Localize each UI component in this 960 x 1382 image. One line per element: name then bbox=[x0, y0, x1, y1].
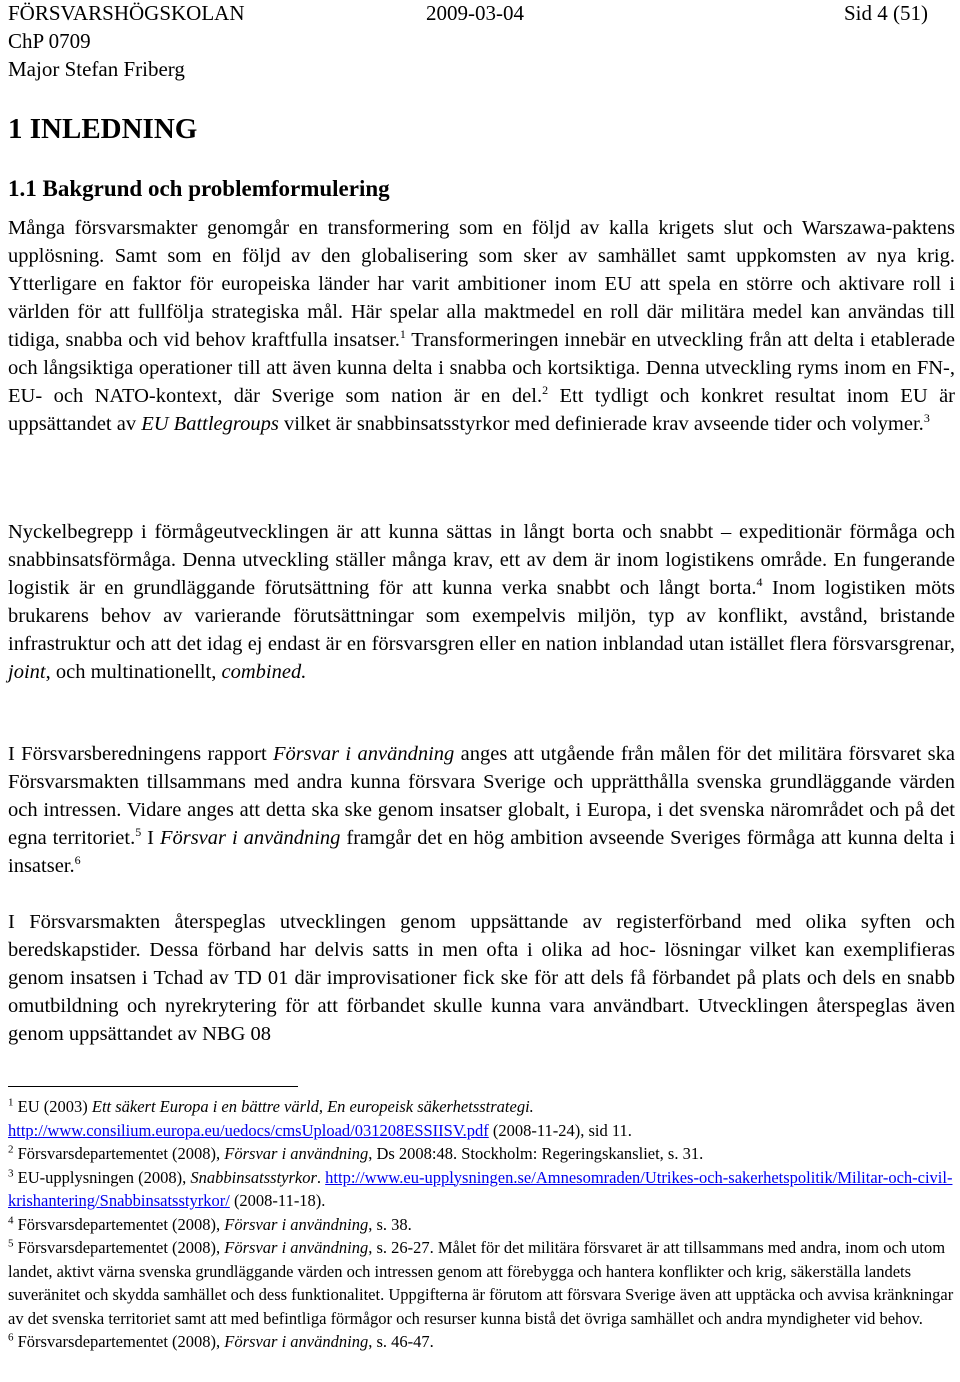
header-course: ChP 0709 bbox=[8, 29, 91, 53]
footnote-4: $^4$ Försvarsdepartementet (2008), Försvar i användning, s. 38. bbox=[8, 1214, 412, 1234]
footnote-1: $^1$ EU (2003) Ett säkert Europa i en bättre värld, En europeisk säkerhetsstrategi. http://www.consilium.europa.eu/uedocs/cmsUpload/031208ESSIISV.pdf (2008-11-24), sid 11. bbox=[8, 1096, 632, 1140]
footnote-ref-6[interactable]: 6 bbox=[74, 853, 81, 868]
footnote-1-link[interactable]: http://www.consilium.europa.eu/uedocs/cmsUpload/031208ESSIISV.pdf bbox=[8, 1120, 489, 1140]
section-heading: 1.1 Bakgrund och problemformulering bbox=[8, 176, 390, 201]
paragraph-4: I Försvarsmakten återspeglas utvecklingen genom uppsättande av registerförband med olika syften och beredskapstider. Dessa förband har delvis satts in men ofta i olika ad hoc- lösningar vilket kan exemplifieras genom insatsen i Tchad av TD 01 där improvisationer fick ske för att dels få förbandet på plats och dels en snabb omutbildning och nyrekrytering för att förbandet skulle kunna vara användbart. Utvecklingen återspeglas även genom uppsättandet av NBG 08 bbox=[8, 911, 955, 1045]
footnote-ref-4[interactable]: 4 bbox=[756, 575, 763, 590]
header-school: FÖRSVARSHÖGSKOLAN bbox=[8, 1, 245, 25]
footnote-ref-5[interactable]: 5 bbox=[135, 825, 142, 840]
paragraph-1: Många försvarsmakter genomgår en transformering som en följd av kalla krigets slut och Warszawa-paktens upplösning. Samt som en följd av den globalisering som sker av samhället samt uppkomsten av nya krig. Ytterligare en faktor för europeiska länder har varit ambitioner inom EU att spela en större och aktivare roll i världen för att fullfölja strategiska mål. Här spelar alla maktmedel en roll där militära medel kan användas till tidiga, snabba och vid behov kraftfulla insatser.$^1$ Transformeringen innebär en utveckling från att delta i etablerade och långsiktiga operationer till att även kunna delta i snabba och kortsiktiga. Denna utveckling ryms inom en FN-, EU- och NATO-kontext, där Sverige som nation är en del.$^2$ Ett tydligt och konkret resultat inom EU är uppsättandet av EU Battlegroups vilket är snabbinsatsstyrkor med definierade krav avseende tider och volymer.$^3$ bbox=[8, 217, 955, 435]
header-author: Major Stefan Friberg bbox=[8, 57, 185, 81]
footnote-divider bbox=[8, 1086, 298, 1087]
header-page-number: Sid 4 (51) bbox=[844, 1, 928, 25]
footnote-ref-3[interactable]: 3 bbox=[923, 411, 930, 426]
paragraph-3: I Försvarsberedningens rapport Försvar i användning anges att utgående från målen för det militära försvaret ska Försvarsmakten tillsammans med andra kunna försvara Sverige och upprätthålla svenska grundläggande värden och intressen. Vidare anges att detta ska ske genom insatser globalt, i Europa, i det svenska närområdet och på det egna territoriet.$^5$ I Försvar i användning framgår det en hög ambition avseende Sveriges förmåga att kunna delta i insatser.$^6$ bbox=[8, 743, 955, 877]
footnote-3: $^3$ EU-upplysningen (2008), Snabbinsatsstyrkor. http://www.eu-upplysningen.se/Amnesomraden/Utrikes-och-sakerhetspolitik/Militar-och-civil-krishantering/Snabbinsatsstyrkor/ (2008-11-18). bbox=[8, 1167, 953, 1210]
paragraph-2: Nyckelbegrepp i förmågeutvecklingen är att kunna sättas in långt borta och snabbt – expeditionär förmåga och snabbinsatsförmåga. Denna utveckling ställer många krav, ett av dem är inom logistikens område. En fungerande logistik är en grundläggande förutsättning för att kunna verka snabbt och långt borta.$^4$ Inom logistiken möts brukarens behov av varierande förutsättningar som exempelvis miljön, typ av konflikt, avstånd, bristande infrastruktur och att det idag ej endast är en försvarsgren eller en nation inblandad utan istället flera försvarsgrenar, joint, och multinationellt, combined. bbox=[8, 521, 955, 683]
header-date: 2009-03-04 bbox=[426, 1, 524, 25]
footnote-2: $^2$ Försvarsdepartementet (2008), Försvar i användning, Ds 2008:48. Stockholm: Regeringskansliet, s. 31. bbox=[8, 1143, 704, 1163]
footnote-ref-2[interactable]: 2 bbox=[542, 383, 549, 398]
footnote-6: $^6$ Försvarsdepartementet (2008), Försvar i användning, s. 46-47. bbox=[8, 1331, 434, 1351]
footnotes bbox=[8, 1095, 955, 1354]
footnote-ref-1[interactable]: 1 bbox=[399, 327, 406, 342]
chapter-heading: 1 INLEDNING bbox=[8, 113, 198, 145]
footnote-5: $^5$ Försvarsdepartementet (2008), Försvar i användning, s. 26-27. Målet för det militära försvaret är att tillsammans med andra, inom och utom landet, aktivt värna svenska grundläggande värden och intressen genom att förebygga och hantera konflikter och krig, säkerställa landets suveränitet och skydda samhället och dess funktionalitet. Uppgifterna är förutom att försvara Sverige även att upptäcka och avvisa kränkningar av det svenska territoriet samt att med befintliga förmågor och resurser kunna bistå det övriga samhället och andra myndigheter vid behov. bbox=[8, 1237, 954, 1328]
footnote-3-link[interactable]: http://www.eu-upplysningen.se/Amnesomraden/Utrikes-och-sakerhetspolitik/Militar-och-civil-krishantering/Snabbinsatsstyrkor/ bbox=[8, 1167, 953, 1210]
